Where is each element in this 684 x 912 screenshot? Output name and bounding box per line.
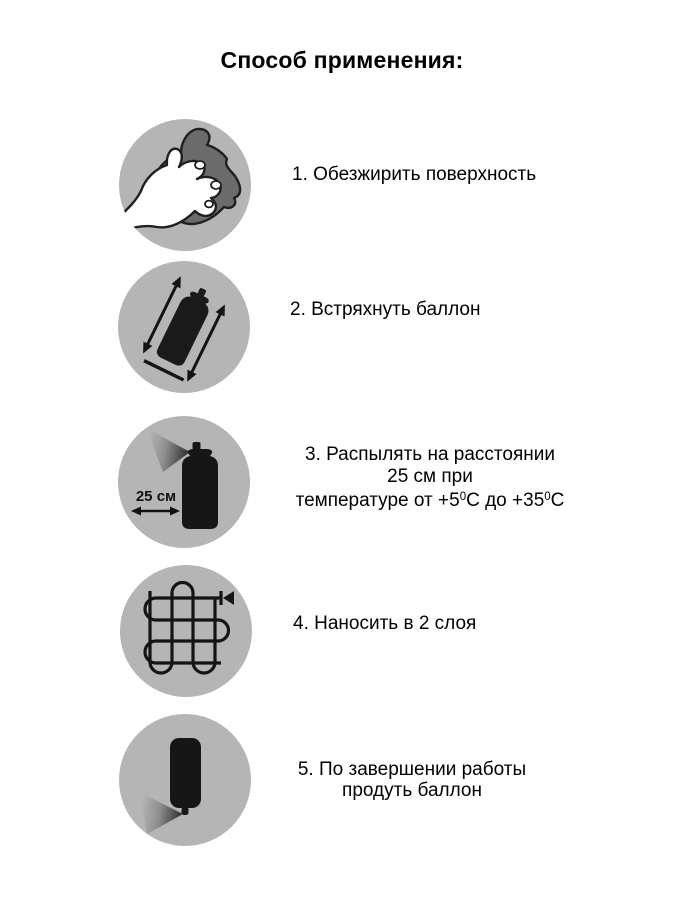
can-nozzle [182,807,189,815]
step-1-label: 1. Обезжирить поверхность [292,164,537,185]
degree-superscript: 0 [459,491,467,503]
spray-can-shape [170,738,201,808]
step-3-icon-circle [118,416,250,548]
degree-superscript: 0 [544,491,551,503]
crosshatch-two-layers-icon [120,565,252,697]
step-3-line-1: 3. Распылять на расстоянии [305,444,555,465]
step-2-icon-circle [118,261,250,393]
fingernail [211,181,221,189]
distance-arrow [131,507,180,516]
step-3-label [270,444,590,512]
step-4-label: 4. Наносить в 2 слоя [293,613,477,634]
spray-can-shape [182,449,218,529]
hand-wipe-icon [119,119,251,251]
shake-can-icon [118,261,250,393]
step-1-icon-circle [119,119,251,251]
step-3-line-2: 25 см при [387,465,473,487]
step-3-line-3: температуре от $+5^0С$ до $+35^0С$ [295,490,565,511]
step-5-line-1: 5. По завершении работы [297,759,527,780]
spray-can-shape [155,288,214,368]
distance-label: 25 см [135,488,177,505]
step-4-icon-circle [120,565,252,697]
step-2-label: 2. Встряхнуть баллон [290,299,481,320]
can-nozzle [193,442,201,450]
page-title: Способ применения: [220,47,464,73]
purge-can-icon [119,714,251,846]
step-5-icon-circle [119,714,251,846]
spray-distance-icon [118,416,250,548]
vertical-serpentine-path [150,583,215,674]
fingernail [205,201,213,208]
step-5-label [252,759,572,801]
direction-arrowhead [223,591,234,605]
fingernail [195,161,205,169]
step-5-line-2: продуть баллон [342,780,482,801]
